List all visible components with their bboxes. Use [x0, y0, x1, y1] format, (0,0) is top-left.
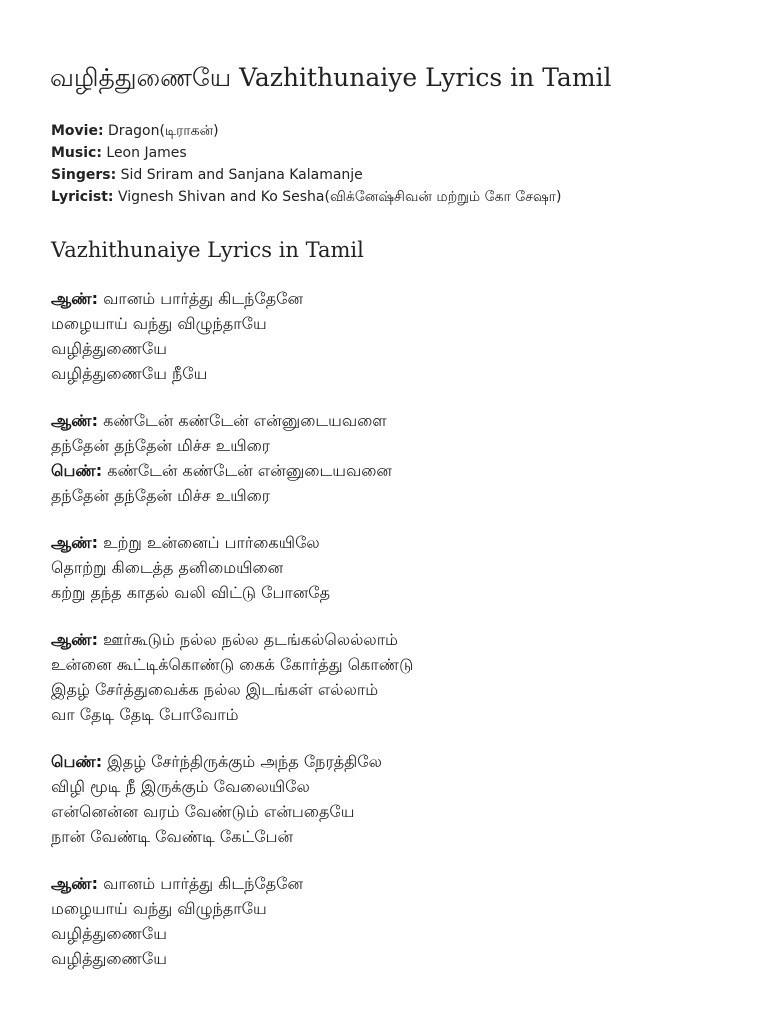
- lyric-line: [51, 921, 413, 946]
- lyric-line: [51, 677, 413, 702]
- lyric-line: [51, 336, 413, 361]
- page-title: வழித்துணையே Vazhithunaiye Lyrics in Tamil: [50, 63, 612, 92]
- lyric-text: வழித்துணையே நீயே: [51, 364, 208, 383]
- speaker-label: ஆண்:: [51, 289, 98, 308]
- lyric-line: [51, 871, 413, 896]
- meta-label: Lyricist:: [51, 189, 114, 205]
- speaker-label: பெண்:: [51, 461, 103, 480]
- lyric-stanza: [51, 286, 413, 386]
- section-heading: Vazhithunaiye Lyrics in Tamil: [51, 238, 364, 262]
- speaker-label: ஆண்:: [51, 630, 98, 649]
- lyric-line: [51, 580, 413, 605]
- lyric-text: நான் வேண்டி வேண்டி கேட்பேன்: [51, 827, 294, 846]
- lyric-line: [51, 286, 413, 311]
- lyric-text: கண்டேன் கண்டேன் என்னுடையவளை: [103, 411, 387, 430]
- lyric-line: [51, 530, 413, 555]
- lyric-text: இதழ் சேர்த்துவைக்க நல்ல இடங்கள் எல்லாம்: [51, 680, 379, 699]
- speaker-label: ஆண்:: [51, 533, 98, 552]
- meta-label: Music:: [51, 145, 102, 161]
- lyric-line: [51, 361, 413, 386]
- lyric-text: வானம் பார்த்து கிடந்தேனே: [103, 289, 304, 308]
- lyric-line: [51, 408, 413, 433]
- lyric-line: [51, 774, 413, 799]
- speaker-label: ஆண்:: [51, 874, 98, 893]
- meta-value: Leon James: [106, 145, 187, 161]
- lyric-stanza: [51, 871, 413, 971]
- lyric-line: [51, 824, 413, 849]
- lyric-text: மழையாய் வந்து விழுந்தாயே: [51, 899, 267, 918]
- meta-row: [51, 142, 561, 164]
- lyric-line: [51, 896, 413, 921]
- lyric-stanza: [51, 530, 413, 605]
- lyric-text: வழித்துணையே: [51, 924, 167, 943]
- lyric-text: மழையாய் வந்து விழுந்தாயே: [51, 314, 267, 333]
- lyric-text: தொற்று கிடைத்த தனிமையினை: [51, 558, 284, 577]
- lyric-text: இதழ் சேர்ந்திருக்கும் அந்த நேரத்திலே: [107, 752, 382, 771]
- song-metadata: [51, 120, 561, 208]
- lyric-line: [51, 799, 413, 824]
- lyric-text: வழித்துணையே: [51, 339, 167, 358]
- lyric-line: [51, 749, 413, 774]
- lyric-text: வானம் பார்த்து கிடந்தேனே: [103, 874, 304, 893]
- lyric-line: [51, 483, 413, 508]
- lyric-line: [51, 702, 413, 727]
- lyric-text: வழித்துணையே: [51, 949, 167, 968]
- lyrics-body: [51, 286, 413, 993]
- lyric-line: [51, 311, 413, 336]
- lyric-text: தந்தேன் தந்தேன் மிச்ச உயிரை: [51, 436, 271, 455]
- lyric-text: விழி மூடி நீ இருக்கும் வேலையிலே: [51, 777, 310, 796]
- speaker-label: ஆண்:: [51, 411, 98, 430]
- meta-row: [51, 186, 561, 208]
- meta-label: Movie:: [51, 123, 104, 139]
- lyric-text: கற்று தந்த காதல் வலி விட்டு போனதே: [51, 583, 331, 602]
- lyric-text: தந்தேன் தந்தேன் மிச்ச உயிரை: [51, 486, 271, 505]
- meta-label: Singers:: [51, 167, 117, 183]
- lyric-stanza: [51, 408, 413, 508]
- speaker-label: பெண்:: [51, 752, 103, 771]
- meta-value: Sid Sriram and Sanjana Kalamanje: [120, 167, 363, 183]
- lyric-line: [51, 433, 413, 458]
- lyric-line: [51, 555, 413, 580]
- lyric-line: [51, 458, 413, 483]
- meta-value: Vignesh Shivan and Ko Sesha(விக்னேஷ்சிவன் மற்றும் கோ சேஷா): [117, 189, 562, 205]
- lyric-text: உன்னை கூட்டிக்கொண்டு கைக் கோர்த்து கொண்டு: [51, 655, 414, 674]
- lyric-text: என்னென்ன வரம் வேண்டும் என்பதையே: [51, 802, 355, 821]
- lyric-text: உற்று உன்னைப் பார்கையிலே: [103, 533, 320, 552]
- lyric-line: [51, 627, 413, 652]
- lyric-text: ஊர்கூடும் நல்ல நல்ல தடங்கல்லெல்லாம்: [103, 630, 398, 649]
- lyric-line: [51, 946, 413, 971]
- lyric-stanza: [51, 627, 413, 727]
- lyric-text: கண்டேன் கண்டேன் என்னுடையவனை: [107, 461, 392, 480]
- meta-value: Dragon(டிராகன்): [108, 123, 219, 139]
- meta-row: [51, 120, 561, 142]
- lyric-line: [51, 652, 413, 677]
- lyric-text: வா தேடி தேடி போவோம்: [51, 705, 239, 724]
- lyric-stanza: [51, 749, 413, 849]
- meta-row: [51, 164, 561, 186]
